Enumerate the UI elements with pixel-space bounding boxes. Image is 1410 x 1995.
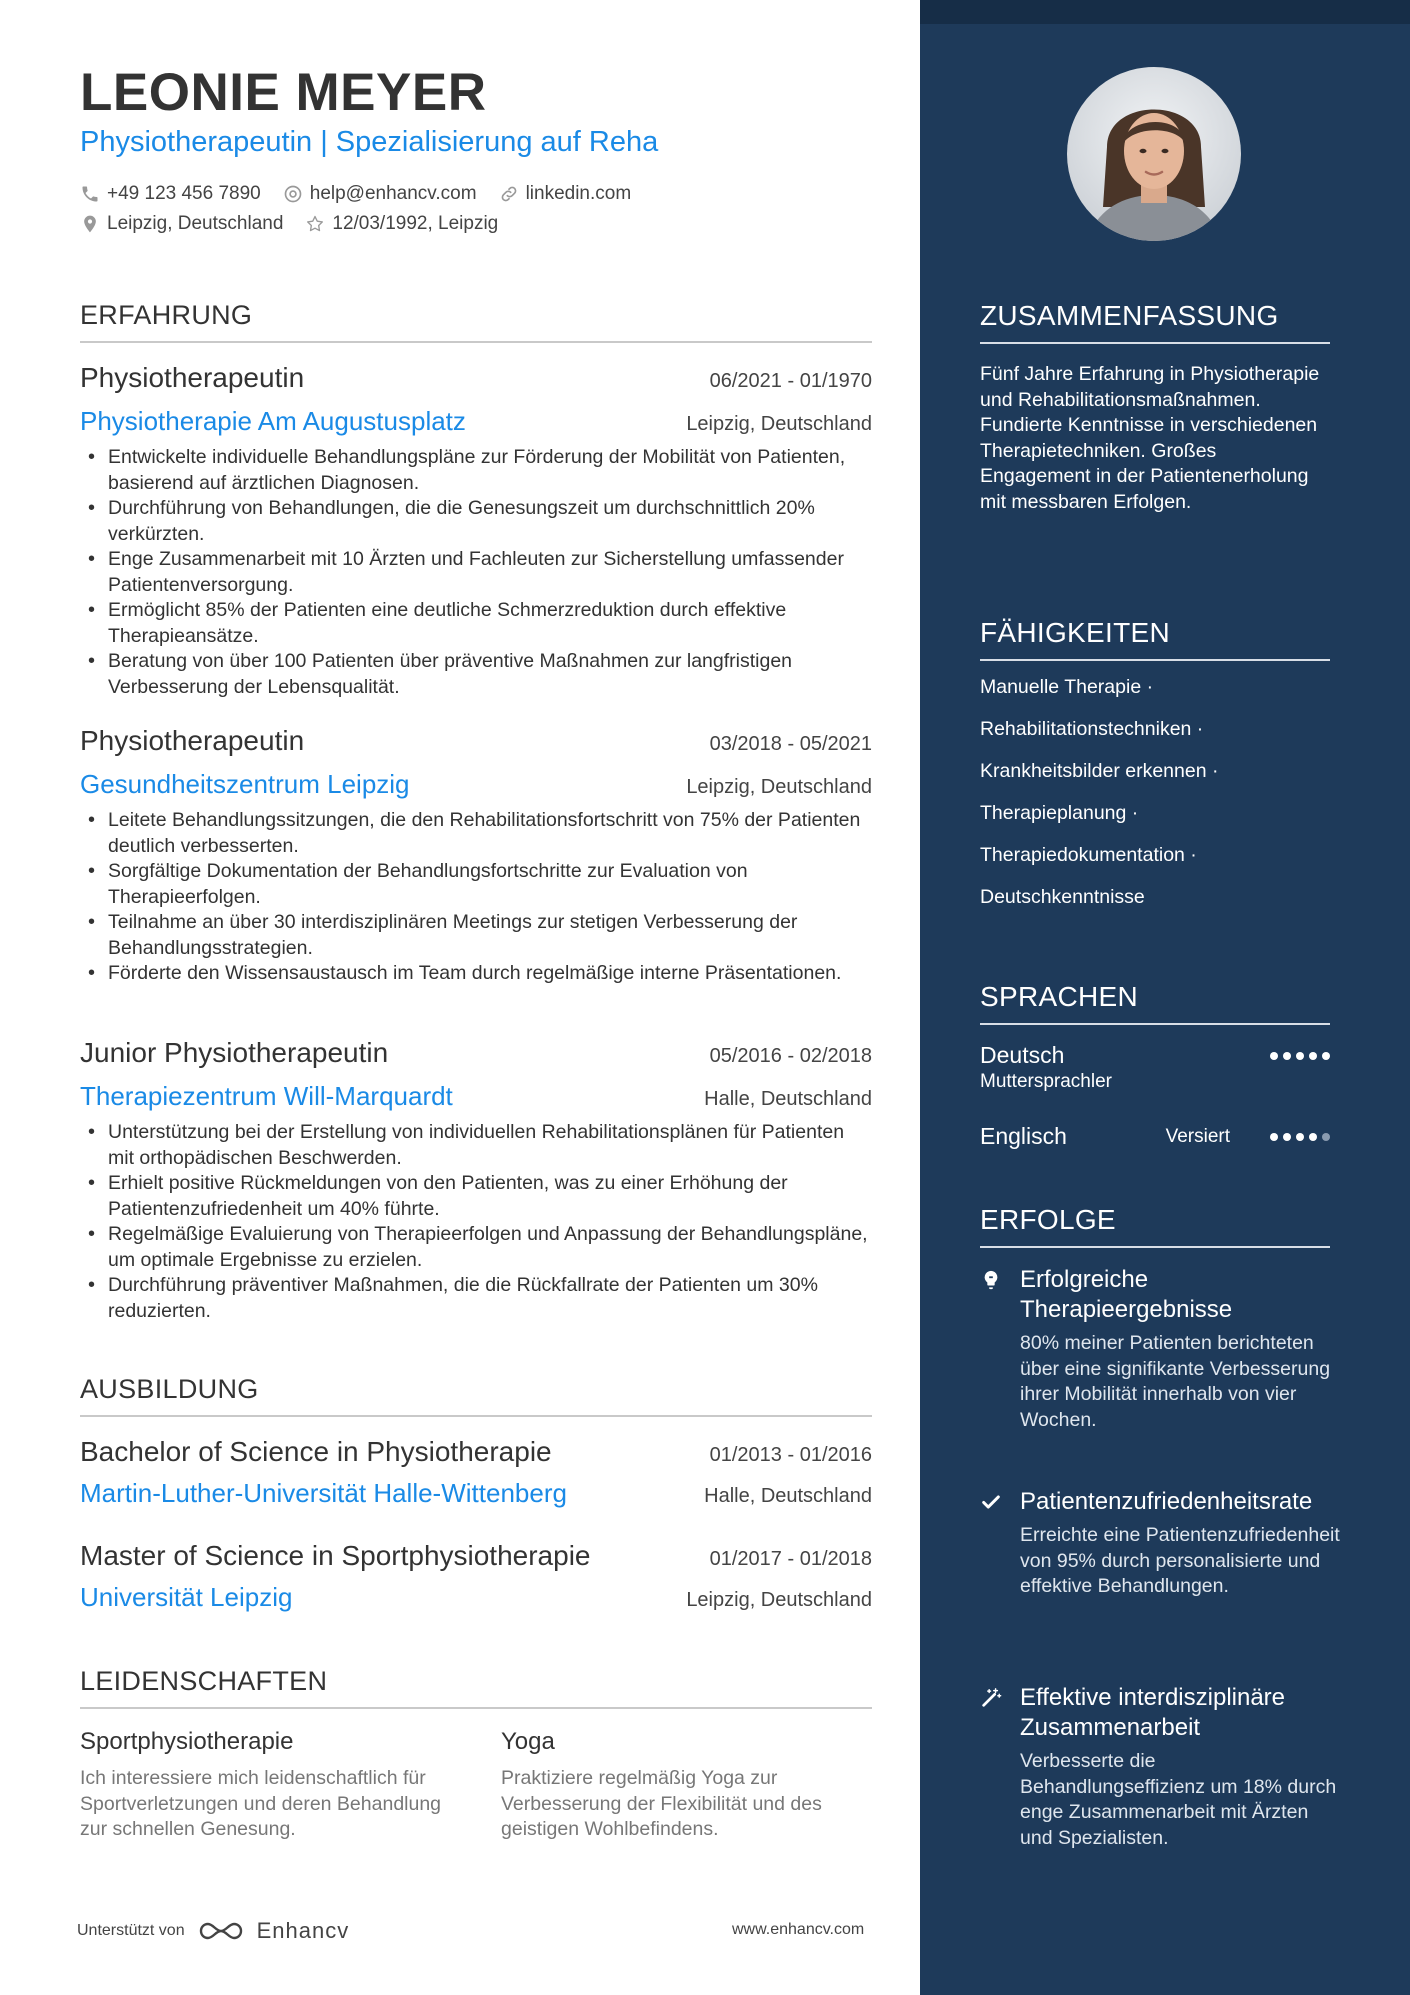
language-rating — [1270, 1052, 1330, 1060]
linkedin-text: linkedin.com — [525, 183, 632, 204]
job-role: Physiotherapeutin — [80, 725, 305, 756]
job-date: 03/2018 - 05/2021 — [709, 733, 872, 755]
rating-dot — [1283, 1052, 1291, 1060]
achievement-description: Verbesserte die Behandlungseffizienz um 18% durch enge Zusammenarbeit mit Ärzten und Spezialisten. — [1020, 1750, 1337, 1849]
achievement-title: Patientenzufriedenheitsrate — [1020, 1488, 1313, 1515]
footer-url[interactable]: www.enhancv.com — [732, 1921, 865, 1938]
list-item: • Sorgfältige Dokumentation der Behandlungsfortschritte zur Evaluation von Therapieerfolgen. — [80, 859, 872, 910]
location-pin-icon — [80, 214, 100, 234]
job-organization[interactable]: Gesundheitszentrum Leipzig — [80, 769, 410, 799]
rating-dot — [1322, 1052, 1330, 1060]
language-item-2 — [980, 1123, 1330, 1150]
language-item-1 — [980, 1042, 1330, 1093]
job-bullets — [80, 808, 872, 987]
experience-section-title: ERFAHRUNG — [80, 300, 872, 343]
achievement-description: 80% meiner Patienten berichteten über eine signifikante Verbesserung ihrer Mobilität innerhalb von vier Wochen. — [1020, 1332, 1331, 1431]
job-date: 06/2021 - 01/1970 — [709, 370, 872, 392]
location-text: Leipzig, Deutschland — [107, 213, 284, 234]
phone[interactable] — [80, 183, 261, 205]
list-item: • Durchführung von Behandlungen, die die Genesungszeit um durchschnittlich 20% verkürzten. — [80, 496, 872, 547]
check-icon — [980, 1491, 1002, 1513]
list-item: • Durchführung präventiver Maßnahmen, die die Rückfallrate der Patienten um 30% reduzierten. — [80, 1273, 872, 1324]
education-degree: Bachelor of Science in Physiotherapie — [80, 1436, 552, 1467]
summary-section-title: ZUSAMMENFASSUNG — [980, 300, 1330, 344]
list-item: • Teilnahme an über 30 interdisziplinären Meetings zur stetigen Verbesserung der Behandlungsstrategien. — [80, 910, 872, 961]
list-item: • Enge Zusammenarbeit mit 10 Ärzten und Fachleuten zur Sicherstellung umfassender Patientenversorgung. — [80, 547, 872, 598]
footer-powered-by — [77, 1918, 349, 1944]
education-location: Halle, Deutschland — [704, 1485, 872, 1507]
education-item-1 — [80, 1436, 872, 1509]
job-role: Junior Physiotherapeutin — [80, 1037, 389, 1068]
education-date: 01/2013 - 01/2016 — [709, 1444, 872, 1466]
skill-item: Therapieplanung · — [980, 802, 1139, 824]
rating-dot — [1270, 1133, 1278, 1141]
job-location: Leipzig, Deutschland — [686, 776, 872, 798]
education-school[interactable]: Universität Leipzig — [80, 1582, 293, 1612]
rating-dot — [1309, 1052, 1317, 1060]
at-icon — [283, 184, 303, 204]
achievement-item-3 — [980, 1683, 1340, 1851]
job-1 — [80, 362, 872, 700]
achievement-title: Effektive interdisziplinäre Zusammenarbeit — [1020, 1684, 1286, 1741]
language-level: Muttersprachler — [980, 1071, 1112, 1092]
candidate-name: LEONIE MEYER — [80, 63, 487, 122]
contact-row-1 — [80, 183, 631, 205]
lightbulb-icon — [980, 1269, 1002, 1291]
list-item: • Unterstützung bei der Erstellung von individuellen Rehabilitationsplänen für Patienten mit orthopädischen Beschwerden. — [80, 1120, 872, 1171]
job-organization[interactable]: Therapiezentrum Will-Marquardt — [80, 1081, 453, 1111]
rating-dot — [1270, 1052, 1278, 1060]
contact-row-2 — [80, 213, 498, 235]
sidebar-top-bar — [920, 0, 1410, 24]
language-rating — [1270, 1133, 1330, 1141]
education-section-title: AUSBILDUNG — [80, 1374, 872, 1417]
passions-section-title: LEIDENSCHAFTEN — [80, 1666, 872, 1709]
candidate-title: Physiotherapeutin | Spezialisierung auf Reha — [80, 126, 659, 158]
list-item: • Erhielt positive Rückmeldungen von den Patienten, was zu einer Erhöhung der Patientenzufriedenheit um 40% führte. — [80, 1171, 872, 1222]
birth-text: 12/03/1992, Leipzig — [332, 213, 499, 234]
education-school[interactable]: Martin-Luther-Universität Halle-Wittenberg — [80, 1478, 567, 1508]
passion-item-1 — [80, 1728, 460, 1843]
language-name: Englisch — [980, 1123, 1067, 1149]
phone-icon — [80, 184, 100, 204]
list-item: • Beratung von über 100 Patienten über präventive Maßnahmen zur langfristigen Verbesserung der Lebensqualität. — [80, 649, 872, 700]
footer-powered-text: Unterstützt von — [77, 1922, 185, 1939]
achievements-section-title: ERFOLGE — [980, 1204, 1330, 1248]
summary-text: Fünf Jahre Erfahrung in Physiotherapie und Rehabilitationsmaßnahmen. Fundierte Kenntnisse in verschiedenen Therapietechniken. Großes Engagement in der Patientenerholung mit messbaren Erfolgen. — [980, 363, 1320, 513]
passion-description: Ich interessiere mich leidenschaftlich für Sportverletzungen und deren Behandlung zur schnellen Genesung. — [80, 1767, 442, 1840]
star-icon — [305, 214, 325, 234]
rating-dot — [1283, 1133, 1291, 1141]
language-name: Deutsch — [980, 1042, 1065, 1068]
list-item: • Ermöglicht 85% der Patienten eine deutliche Schmerzreduktion durch effektive Therapieansätze. — [80, 598, 872, 649]
job-location: Halle, Deutschland — [704, 1088, 872, 1110]
email[interactable] — [283, 183, 477, 205]
education-date: 01/2017 - 01/2018 — [709, 1548, 872, 1570]
skills-section-title: FÄHIGKEITEN — [980, 617, 1330, 661]
profile-photo — [1067, 67, 1241, 241]
language-level: Versiert — [1165, 1125, 1230, 1147]
education-item-2 — [80, 1540, 872, 1613]
education-degree: Master of Science in Sportphysiotherapie — [80, 1540, 591, 1571]
job-3 — [80, 1037, 872, 1324]
rating-dot — [1296, 1052, 1304, 1060]
job-2 — [80, 725, 872, 987]
rating-dot — [1322, 1133, 1330, 1141]
link-icon — [499, 184, 519, 204]
achievement-item-1 — [980, 1265, 1340, 1433]
languages-section-title: SPRACHEN — [980, 981, 1330, 1025]
rating-dot — [1309, 1133, 1317, 1141]
passion-description: Praktiziere regelmäßig Yoga zur Verbesserung der Flexibilität und des geistigen Wohlbefindens. — [501, 1767, 822, 1840]
footer-brand: Enhancv — [256, 1918, 350, 1943]
job-bullets — [80, 445, 872, 700]
enhancv-logo-icon — [197, 1919, 245, 1943]
job-bullets — [80, 1120, 872, 1324]
achievement-title: Erfolgreiche Therapieergebnisse — [1020, 1266, 1233, 1323]
passion-title: Yoga — [501, 1728, 555, 1755]
job-role: Physiotherapeutin — [80, 362, 305, 393]
email-text: help@enhancv.com — [309, 183, 477, 204]
list-item: • Förderte den Wissensaustausch im Team durch regelmäßige interne Präsentationen. — [80, 961, 872, 987]
location — [80, 213, 283, 235]
phone-text: +49 123 456 7890 — [107, 183, 261, 204]
skill-item: Krankheitsbilder erkennen · — [980, 760, 1219, 782]
education-location: Leipzig, Deutschland — [686, 1589, 872, 1611]
magic-wand-icon — [980, 1687, 1002, 1709]
job-date: 05/2016 - 02/2018 — [709, 1045, 872, 1067]
linkedin[interactable] — [499, 183, 632, 205]
passion-title: Sportphysiotherapie — [80, 1728, 294, 1755]
skills-list — [980, 676, 1218, 928]
skill-item: Manuelle Therapie · — [980, 676, 1154, 698]
job-location: Leipzig, Deutschland — [686, 413, 872, 435]
list-item: • Entwickelte individuelle Behandlungspläne zur Förderung der Mobilität von Patienten, basierend auf ärztlichen Diagnosen. — [80, 445, 872, 496]
list-item: • Leitete Behandlungssitzungen, die den Rehabilitationsfortschritt von 75% der Patienten deutlich verbesserten. — [80, 808, 872, 859]
job-organization[interactable]: Physiotherapie Am Augustusplatz — [80, 406, 466, 436]
achievement-item-2 — [980, 1487, 1340, 1600]
rating-dot — [1296, 1133, 1304, 1141]
achievement-description: Erreichte eine Patientenzufriedenheit von 95% durch personalisierte und effektive Behandlungen. — [1020, 1524, 1340, 1597]
birth — [305, 213, 498, 235]
passion-item-2 — [501, 1728, 881, 1843]
list-item: • Regelmäßige Evaluierung von Therapieerfolgen und Anpassung der Behandlungspläne, um optimale Ergebnisse zu erzielen. — [80, 1222, 872, 1273]
skill-item: Deutschkenntnisse — [980, 886, 1145, 908]
skill-item: Rehabilitationstechniken · — [980, 718, 1204, 740]
skill-item: Therapiedokumentation · — [980, 844, 1197, 866]
